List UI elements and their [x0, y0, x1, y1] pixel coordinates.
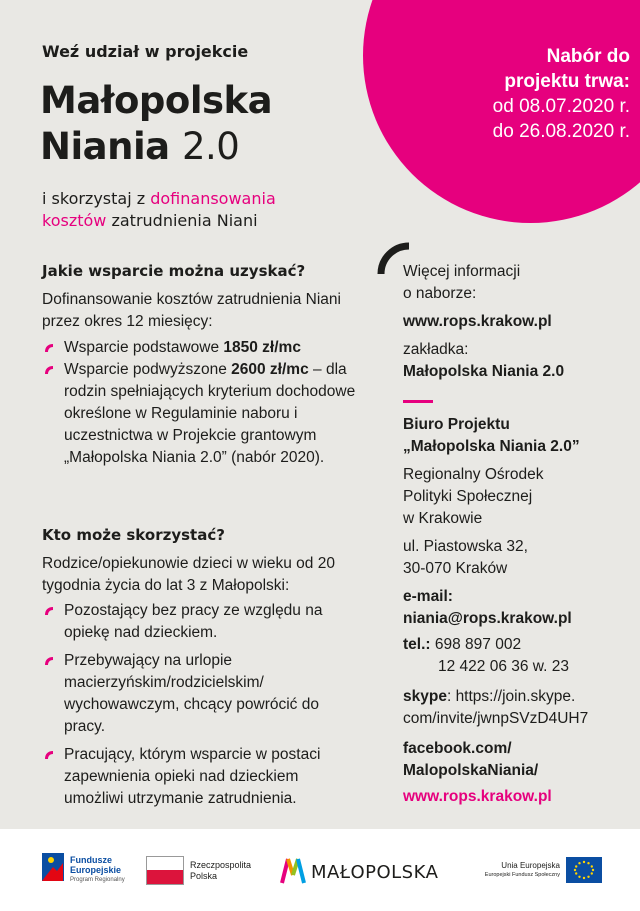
fe-star-icon [42, 853, 64, 881]
intro-text: Weź udział w projekcie [42, 42, 249, 61]
skype-link[interactable]: : https://join.skype. [446, 688, 576, 705]
phone-1: 698 897 002 [434, 636, 522, 653]
title-line1: Małopolska [40, 79, 273, 122]
list-item: Wsparcie podstawowe 1850 zł/mc [42, 337, 362, 359]
pink-bullet-icon [44, 606, 54, 616]
recruitment-dates [405, 44, 630, 144]
more-info: Więcej informacji o naborze: www.rops.krakow.pl zakładka: Małopolska Niania 2.0 [403, 261, 633, 383]
recruitment-line2: projektu trwa: [504, 71, 630, 92]
subtitle [42, 188, 362, 232]
support-list [42, 337, 362, 469]
polish-flag-icon [146, 856, 184, 885]
address-line2: 30-070 Kraków [403, 560, 508, 577]
list-item: Wsparcie podwyższone 2600 zł/mc – dla rodzin spełniających kryterium dochodowe określone w Regulaminie naboru i uczestnictwa w Projekcie grantowym „Małopolska Niania 2.0” (nabór 2020). [42, 359, 362, 469]
email-link[interactable]: niania@rops.krakow.pl [403, 610, 572, 627]
recruitment-line1: Nabór do [546, 46, 630, 67]
pink-bullet-icon [44, 343, 54, 353]
phone-2: 12 422 06 36 w. 23 [438, 658, 570, 675]
facebook-link-continued[interactable]: MalopolskaNiania/ [403, 762, 539, 779]
tab-name: Małopolska Niania 2.0 [403, 363, 565, 380]
pink-divider [403, 400, 433, 403]
office-info: Biuro Projektu „Małopolska Niania 2.0” Regionalny Ośrodek Polityki Społecznej w Krakowie ul. Piastowska 32, 30-070 Kraków e-mail: niania@rops.krakow.pl tel.: 698 897 002 12 422 06 36 w. 23 skype: https://join.skype. com/invite/jwnpSVzD4UH7 facebook.com/ MalopolskaNiania/ www.rops.krakow.pl [403, 414, 633, 808]
title-line2: Niania [40, 125, 170, 168]
facebook-link[interactable]: facebook.com/ [403, 740, 512, 757]
pink-bullet-icon [44, 750, 54, 760]
skype-link-continued[interactable]: com/invite/jwnpSVzD4UH7 [403, 710, 589, 727]
subtitle-highlight2: kosztów [42, 211, 107, 230]
support-heading: Jakie wsparcie można uzyskać? [42, 262, 306, 280]
malopolska-m-icon [280, 857, 306, 885]
list-item: Pracujący, którym wsparcie w postaci zapewnienia opieki nad dzieckiem umożliwi utrzymanie zatrudnienia. [42, 744, 362, 810]
support-intro: Dofinansowanie kosztów zatrudnienia Niani przez okres 12 miesięcy: [42, 291, 341, 330]
title-version: 2.0 [182, 125, 240, 168]
eu-flag-icon [566, 857, 602, 883]
eligibility-list [42, 600, 362, 810]
list-item: Pozostający bez pracy ze względu na opiekę nad dzieckiem. [42, 600, 362, 644]
list-item: Przebywający na urlopie macierzyńskim/rodzicielskim/ wychowawczym, chcący powrócić do pracy. [42, 650, 362, 738]
basic-amount: 1850 zł/mc [223, 339, 301, 356]
pink-bullet-icon [44, 656, 54, 666]
increased-amount: 2600 zł/mc [231, 361, 309, 378]
page-title [40, 78, 272, 170]
website-link[interactable]: www.rops.krakow.pl [403, 313, 552, 330]
subtitle-part2: zatrudnienia Niani [111, 211, 258, 230]
eligibility-intro: Rodzice/opiekunowie dzieci w wieku od 20 tygodnia życia do lat 3 z Małopolski: [42, 555, 335, 594]
subtitle-highlight1: dofinansowania [150, 189, 276, 208]
address-line1: ul. Piastowska 32, [403, 538, 528, 555]
pink-bullet-icon [44, 365, 54, 375]
recruitment-end-date: do 26.08.2020 r. [492, 121, 630, 142]
eligibility-heading: Kto może skorzystać? [42, 526, 225, 544]
footer-logos: Fundusze Europejskie Program Regionalny Rzeczpospolita Polska MAŁOPOLSKA Unia Europejska Europejski Fundusz Społeczny [0, 829, 640, 911]
recruitment-start-date: od 08.07.2020 r. [492, 96, 630, 117]
website-link-bottom[interactable]: www.rops.krakow.pl [403, 788, 552, 805]
subtitle-part1: i skorzystaj z [42, 189, 146, 208]
